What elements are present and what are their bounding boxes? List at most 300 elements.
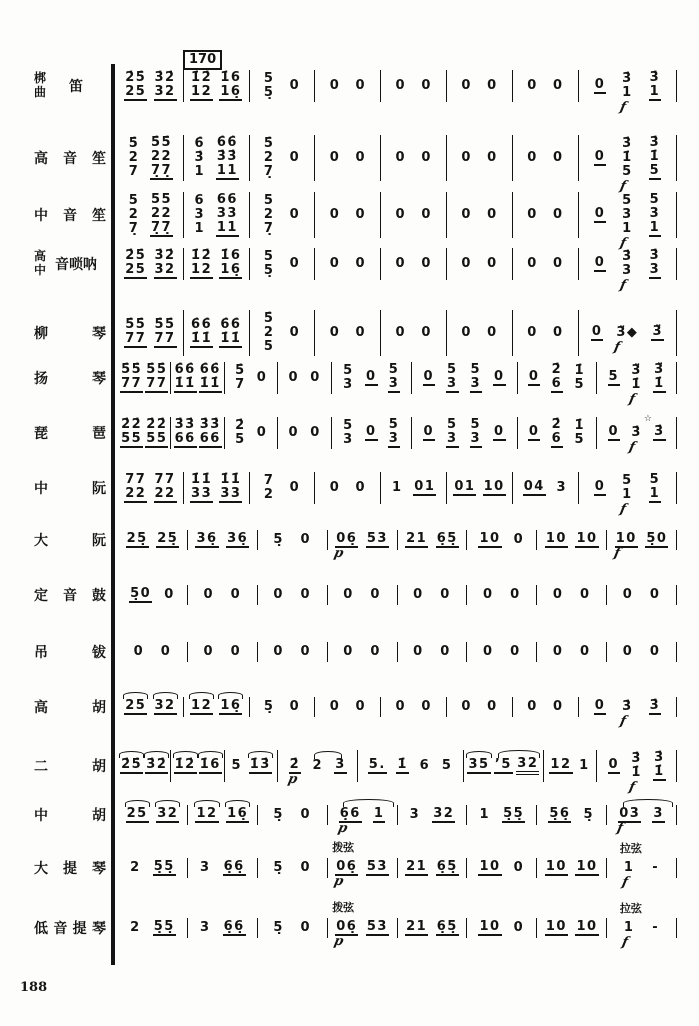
note-figure: 0 [510, 586, 521, 602]
note-token [594, 78, 607, 94]
note-figure: 0 [300, 919, 312, 935]
note-token [366, 532, 389, 548]
note-figure: 10 [479, 918, 501, 934]
note-token [483, 480, 506, 496]
slur-arc [466, 751, 491, 758]
note-figure: 0 [160, 643, 172, 659]
note-token [355, 151, 368, 165]
note-token [230, 645, 243, 659]
note-figure: 32 [154, 84, 176, 99]
note-token [552, 326, 565, 340]
note-token [231, 759, 244, 773]
note-token [651, 861, 660, 875]
notation-line [114, 697, 677, 729]
note-token [432, 807, 455, 823]
notation-line [114, 471, 677, 517]
note-token [289, 208, 302, 222]
note-figure: 0 [289, 479, 301, 495]
note-token [420, 257, 433, 271]
note-figure: 1̇2̇ [174, 756, 196, 772]
note-token [405, 920, 428, 936]
note-token [509, 588, 522, 602]
note-token [513, 921, 526, 935]
note-figure: 0 [513, 919, 525, 935]
note-token [618, 70, 634, 115]
slur-arc [153, 692, 178, 699]
note-token [395, 151, 408, 165]
note-figure: 0 [527, 77, 538, 93]
note-token [594, 256, 607, 272]
measure [188, 807, 257, 823]
barline [676, 585, 677, 605]
note-figure: 0 [552, 586, 564, 602]
note-figure: 0 [164, 586, 175, 602]
note-token [174, 418, 197, 449]
stave-row-dingyingu [34, 585, 677, 605]
note-token [523, 480, 546, 496]
note-figure: 0 [421, 149, 432, 165]
measure [250, 137, 315, 180]
note-token [133, 645, 146, 659]
slur-arc [155, 800, 180, 807]
note-figure: 0 [528, 423, 540, 439]
note-figure: 0 [513, 531, 525, 547]
note-figure: 1 [579, 757, 590, 773]
note-figure: 0 [527, 206, 538, 222]
note-token [460, 700, 473, 714]
measure [544, 758, 596, 774]
note-figure: 5̇5̇ [154, 316, 176, 332]
note-token [552, 588, 565, 602]
note-figure: 1 [194, 221, 206, 237]
instrument-label [34, 205, 114, 225]
note-token [124, 473, 147, 504]
note-figure: 5 [649, 163, 661, 179]
note-figure: 1̇ [654, 376, 665, 391]
instrument-label-stack: 梆 曲 [34, 71, 47, 99]
note-figure: 7̣ [128, 221, 140, 237]
note-figure: 2 [128, 149, 140, 165]
measure [188, 645, 257, 659]
note-figure: 10 [483, 478, 505, 494]
note-figure: 3 [343, 432, 354, 447]
instrument-label-text: 高音笙 [34, 151, 106, 167]
note-token [649, 136, 662, 181]
note-token [150, 136, 173, 181]
note-token [216, 136, 239, 181]
note-figure: 21 [406, 918, 428, 934]
note-token [388, 418, 401, 449]
note-figure: 2̇5̇ [121, 756, 143, 772]
note-token [289, 700, 302, 714]
note-figure: 10 [545, 530, 567, 546]
stave-row-zhonghu [34, 805, 677, 836]
note-token [289, 326, 302, 340]
note-figure: 6̣5̣ [436, 530, 458, 546]
note-figure: 2̇ [551, 361, 563, 377]
measure [398, 645, 467, 659]
note-figure: 66 [174, 431, 196, 446]
note-token [256, 371, 269, 385]
note-figure: 03 [619, 805, 641, 821]
note-token [622, 588, 635, 602]
note-token [526, 326, 539, 340]
note-token [486, 79, 499, 93]
measure [412, 418, 517, 449]
note-token [299, 588, 312, 602]
measure [328, 840, 397, 889]
note-token [395, 326, 408, 340]
note-figure: 5 [649, 191, 661, 207]
note-figure: 35 [468, 756, 490, 772]
rehearsal-mark: 170 [183, 50, 222, 70]
note-figure: 6̇ [194, 135, 206, 151]
note-figure: 0 [288, 369, 300, 385]
note-figure: 5 [574, 377, 585, 392]
note-token [486, 151, 499, 165]
instrument-label [34, 72, 114, 100]
note-figure: 5 [388, 361, 400, 377]
measure [467, 532, 536, 548]
measure [118, 136, 183, 181]
note-figure: 2̇ [235, 417, 246, 433]
note-figure: 1̇ [631, 377, 642, 392]
note-token [612, 324, 639, 355]
note-token [369, 588, 382, 602]
measure [250, 700, 315, 714]
note-figure: 25 [125, 84, 147, 99]
note-token [591, 325, 604, 341]
instrument-label [34, 585, 114, 605]
note-token [618, 192, 634, 252]
dynamic-mark: f [618, 502, 628, 517]
note-token [395, 257, 408, 271]
note-figure: - [652, 859, 660, 875]
measure [607, 530, 676, 561]
measure [467, 860, 536, 876]
note-figure: 77 [154, 331, 176, 346]
note-figure: 0 [527, 698, 538, 714]
note-token [552, 257, 565, 271]
note-token [289, 151, 302, 165]
barline [676, 697, 677, 717]
note-token [395, 700, 408, 714]
measure [250, 250, 315, 279]
note-figure: 0 [413, 643, 424, 659]
note-token [470, 418, 483, 449]
note-figure: 2 [312, 757, 324, 773]
slur-arc [194, 800, 219, 807]
note-figure: 6 [551, 376, 563, 391]
note-token [174, 363, 197, 394]
measure [513, 257, 578, 271]
note-token [420, 151, 433, 165]
note-figure: 33 [220, 486, 242, 501]
note-figure: 0 [329, 479, 341, 495]
measure [118, 249, 183, 280]
dynamic-mark: f [627, 392, 637, 407]
note-figure: 5 [470, 416, 482, 432]
note-token [486, 257, 499, 271]
note-figure: 1 [392, 479, 403, 495]
note-token [309, 371, 322, 385]
note-figure: 0 [365, 423, 377, 439]
note-figure: 0 [288, 424, 300, 440]
note-figure: 0 [482, 643, 494, 659]
note-figure: 3̇ [649, 134, 661, 150]
slur-arc [189, 692, 214, 699]
note-token [263, 312, 276, 355]
note-token [436, 860, 459, 876]
note-token [573, 364, 586, 393]
note-figure: 22 [150, 205, 173, 221]
instrument-label-text: 二胡 [34, 759, 106, 775]
note-figure: 0 [423, 368, 435, 384]
note-token [199, 921, 212, 935]
note-figure: 7 [263, 472, 275, 488]
note-token [230, 588, 243, 602]
stave-row-zhongyin-sheng [34, 191, 677, 252]
note-token [195, 807, 218, 823]
note-token [263, 250, 276, 279]
note-figure: 1 [479, 806, 490, 822]
note-figure: 1̇3̇ [249, 756, 271, 772]
note-token [160, 645, 173, 659]
note-token [526, 79, 539, 93]
note-figure: 2̇ [551, 416, 563, 432]
note-token [552, 79, 565, 93]
note-figure: 3̇2̇ [154, 69, 176, 85]
measure [513, 208, 578, 222]
note-token [436, 920, 459, 936]
note-token [199, 363, 222, 394]
note-figure: 6̣5̣ [436, 858, 458, 874]
note-token [478, 860, 501, 876]
note-token [234, 419, 247, 448]
note-token [366, 860, 389, 876]
measure [381, 79, 446, 93]
barline [676, 310, 677, 356]
note-figure: 0 [552, 255, 564, 271]
measure [328, 805, 397, 836]
note-token [528, 370, 541, 386]
note-figure: 0 [355, 698, 367, 714]
note-token [129, 587, 152, 603]
note-token [128, 137, 141, 180]
note-figure: 36̣ [196, 530, 218, 546]
measure [513, 79, 578, 93]
note-figure: 1̇ [622, 149, 633, 165]
slur-arc [218, 692, 243, 699]
technique-annotation: 拨弦 [332, 900, 355, 914]
note-figure: 0 [461, 698, 472, 714]
note-figure: 12 [196, 805, 218, 821]
note-figure: 0 [487, 324, 498, 340]
note-figure: 3̈ [652, 323, 663, 339]
note-figure: 5 [263, 70, 275, 86]
note-figure: 53 [366, 858, 388, 874]
measure [250, 72, 315, 101]
note-token [299, 533, 312, 547]
note-token [622, 645, 635, 659]
note-token [129, 921, 142, 935]
note-figure: 0 [649, 586, 661, 602]
note-token [145, 758, 168, 774]
note-figure: 11 [216, 163, 238, 179]
note-figure: 3 [447, 431, 458, 446]
dynamic-mark: f [618, 713, 628, 729]
note-token [460, 79, 473, 93]
note-figure: 1̇6 [220, 69, 242, 85]
note-token [618, 248, 634, 293]
note-token [486, 326, 499, 340]
measure [184, 318, 249, 349]
note-token [594, 207, 607, 223]
barline [676, 750, 677, 782]
note-token [545, 532, 568, 548]
note-token [219, 473, 242, 504]
notation-line [114, 191, 677, 252]
note-figure: 1 [623, 919, 635, 935]
note-token [256, 426, 269, 440]
note-token [420, 208, 433, 222]
note-figure: 0 [579, 643, 591, 659]
barline [676, 805, 677, 825]
note-figure: 5 [231, 757, 243, 773]
note-token [649, 699, 662, 715]
dynamic-mark: p [336, 820, 349, 836]
note-token [355, 326, 368, 340]
note-figure: 6 [419, 757, 431, 773]
note-figure: 3̇ [649, 247, 661, 263]
note-figure: 3 [649, 262, 661, 277]
note-figure: 0 [527, 255, 538, 271]
note-token [486, 700, 499, 714]
note-token [199, 861, 212, 875]
measure [447, 700, 512, 714]
measure [607, 901, 676, 950]
note-token [612, 530, 638, 561]
note-token [573, 419, 586, 448]
note-figure: 5 [128, 192, 140, 208]
note-token [329, 700, 342, 714]
note-token [373, 807, 386, 823]
note-figure: 1 [622, 221, 633, 237]
note-figure: 5̣ [263, 85, 275, 100]
note-figure: 12 [191, 697, 213, 713]
note-token [216, 193, 239, 238]
note-token [329, 151, 342, 165]
note-figure: 0 [370, 586, 381, 602]
note-figure: 5̇ [263, 135, 275, 151]
note-figure: 1 [622, 487, 633, 502]
note-figure: 0 [494, 423, 505, 439]
note-figure: 3̇ [649, 697, 661, 713]
technique-annotation: 拉弦 [619, 841, 642, 855]
note-token [552, 151, 565, 165]
note-token [494, 758, 513, 774]
note-token [575, 920, 598, 936]
note-token [156, 532, 179, 548]
slur-arc [144, 751, 169, 758]
note-figure: 0 [230, 643, 242, 659]
note-token [516, 757, 539, 775]
note-token [342, 419, 355, 448]
stave-row-diaobo [34, 642, 677, 662]
note-figure: 1̇1̇ [220, 471, 242, 487]
note-token [289, 481, 302, 495]
note-token [286, 756, 302, 787]
notation-line [114, 361, 677, 407]
note-figure: 0 [355, 206, 367, 222]
instrument-label [34, 530, 114, 550]
note-figure: 7̣7̣ [150, 220, 173, 236]
note-figure: 3 [409, 806, 421, 822]
note-token [202, 588, 215, 602]
measure [398, 532, 467, 548]
note-token [369, 645, 382, 659]
note-token [156, 807, 179, 823]
note-token [608, 370, 621, 386]
note-token [129, 861, 142, 875]
note-token [263, 474, 276, 503]
note-figure: 7̣ [263, 221, 275, 237]
measure [118, 71, 183, 102]
note-figure: 1̇ [397, 756, 408, 772]
note-figure: 12 [191, 84, 213, 99]
note-token [388, 363, 401, 394]
note-token [272, 861, 285, 875]
note-token [549, 758, 572, 774]
instrument-label [34, 250, 114, 278]
notation-line [114, 642, 677, 662]
note-figure: 3̇ [631, 424, 642, 440]
note-figure: 0 [461, 77, 472, 93]
measure [537, 532, 606, 548]
note-token [219, 699, 242, 715]
notation-line [114, 69, 677, 115]
note-figure: 0 [487, 77, 498, 93]
note-figure: 0 [395, 255, 407, 271]
note-figure: 06̣ [336, 858, 358, 874]
note-token [272, 645, 285, 659]
note-figure: 3 [388, 376, 400, 391]
note-figure: 77 [146, 376, 168, 391]
note-token [334, 758, 347, 774]
measure [328, 530, 397, 561]
note-figure: 0 [552, 77, 564, 93]
note-token [608, 425, 621, 441]
note-figure: 0 [494, 368, 505, 384]
measure [315, 700, 380, 714]
dynamic-mark: f [615, 820, 625, 836]
slur-arc [198, 751, 223, 758]
note-token [651, 325, 664, 341]
note-figure: 66 [199, 431, 221, 446]
measure [184, 249, 249, 280]
stave-row-diyin-tiqin [34, 900, 677, 950]
measure [579, 471, 676, 517]
measure [381, 326, 446, 340]
note-token [366, 920, 389, 936]
note-figure: 32 [517, 755, 539, 771]
note-token [478, 532, 501, 548]
note-figure: 36̣ [227, 530, 249, 546]
note-token [124, 318, 147, 349]
measure [518, 363, 597, 394]
note-figure: 0 [230, 586, 242, 602]
note-figure: 32 [157, 805, 179, 821]
